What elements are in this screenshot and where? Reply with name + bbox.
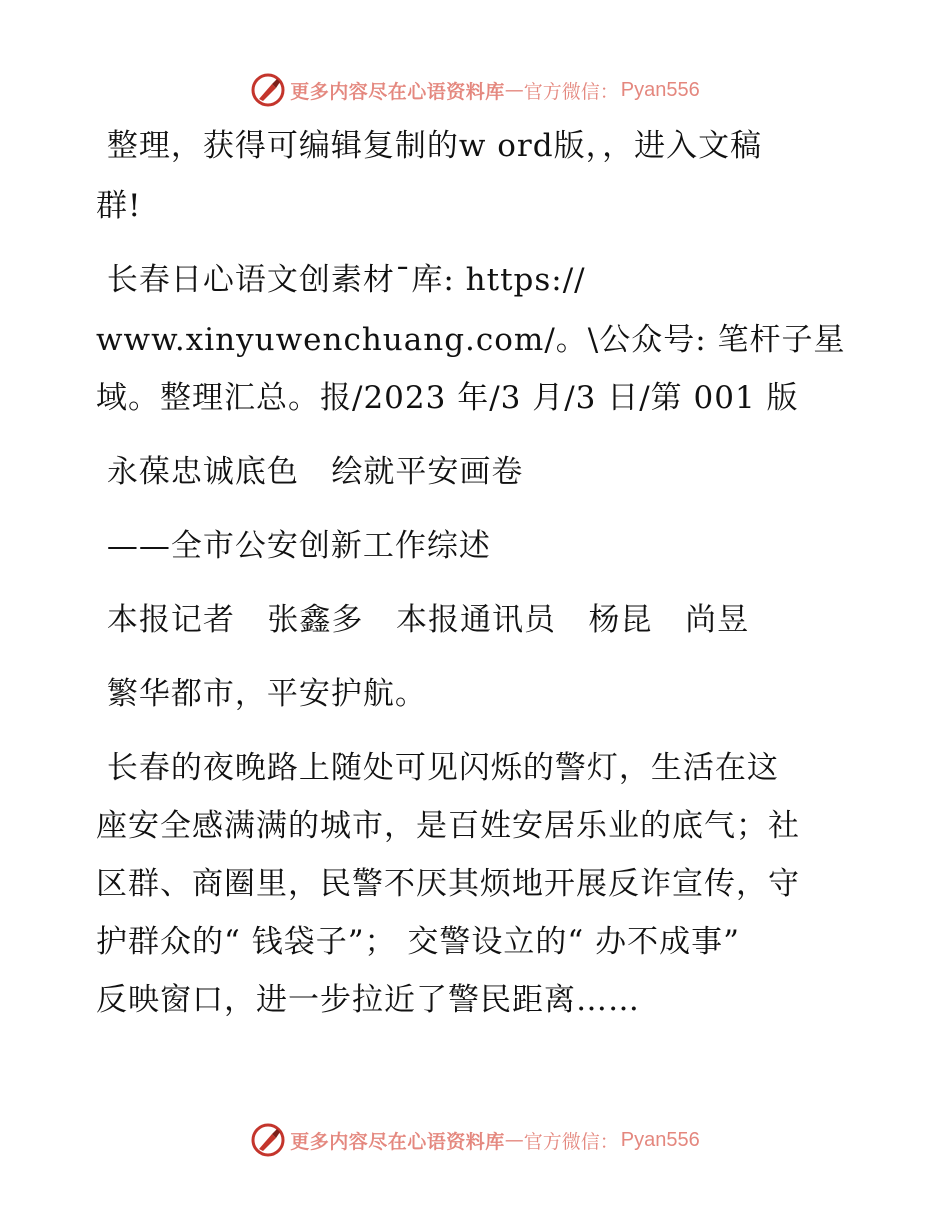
- text-line: 繁华都市，平安护航。: [96, 676, 427, 712]
- text-line: 群!: [96, 188, 142, 224]
- watermark-label: 官方微信：: [523, 1130, 619, 1153]
- watermark-separator: —: [504, 79, 524, 101]
- text-line: 反映窗口，进一步拉近了警民距离……: [96, 982, 640, 1018]
- pen-logo-icon: [250, 1122, 286, 1158]
- watermark-separator: —: [504, 1129, 524, 1151]
- watermark-text: 更多内容尽在心语资料库: [290, 1130, 505, 1153]
- article-title: 永葆忠诚底色 绘就平安画卷: [96, 454, 524, 490]
- watermark-id: Pyan556: [620, 1128, 700, 1151]
- text-line: 座安全感满满的城市，是百姓安居乐业的底气；社: [96, 808, 800, 844]
- text-line: 区群、商圈里，民警不厌其烦地开展反诈宣传，守: [96, 866, 800, 902]
- text-line: 整理，获得可编辑复制的w ord版，，进入文稿: [96, 128, 763, 164]
- watermark-text: 更多内容尽在心语资料库: [290, 80, 505, 103]
- text-line: 长春日心语文创素材¯库: https://: [96, 262, 586, 298]
- byline: 本报记者 张鑫多 本报通讯员 杨昆 尚昱: [96, 602, 750, 638]
- header-watermark: [0, 70, 950, 110]
- pen-logo-icon: [250, 72, 286, 108]
- watermark-label: 官方微信：: [523, 80, 619, 103]
- article-subtitle: ——全市公安创新工作综述: [96, 528, 491, 564]
- text-line: 长春的夜晚路上随处可见闪烁的警灯，生活在这: [96, 750, 779, 786]
- text-line: www.xinyuwenchuang.com/。\公众号: 笔杆子星: [96, 322, 846, 358]
- footer-watermark: [0, 1120, 950, 1160]
- text-line: 护群众的“ 钱袋子”； 交警设立的“ 办不成事”: [96, 924, 740, 960]
- watermark-id: Pyan556: [620, 78, 700, 101]
- text-line: 域。整理汇总。报/2023 年/3 月/3 日/第 001 版: [96, 380, 799, 416]
